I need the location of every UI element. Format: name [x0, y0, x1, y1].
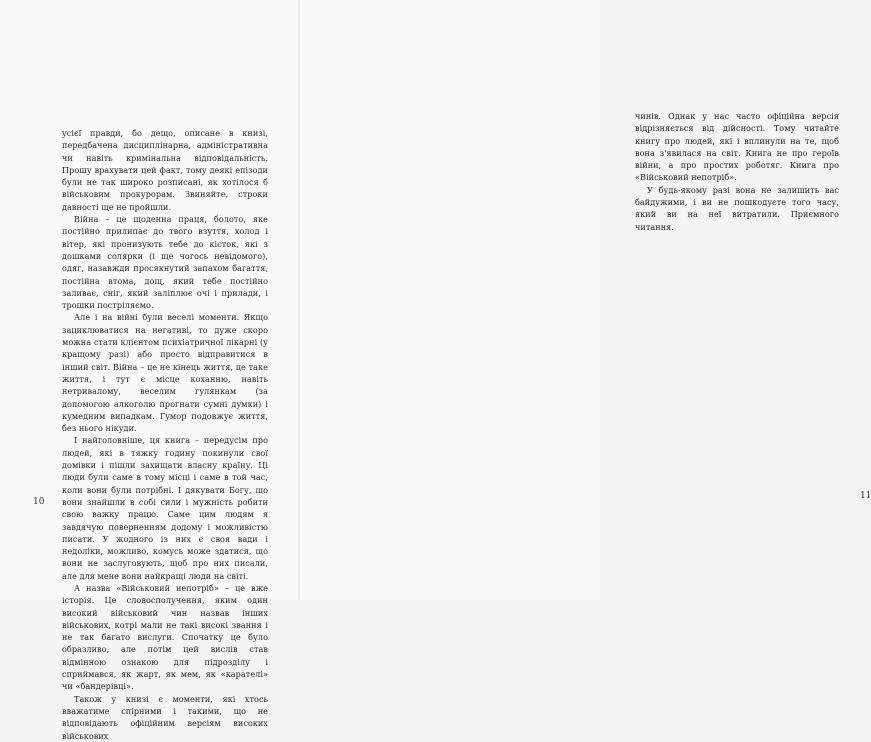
right-page-number: 11	[860, 491, 871, 501]
right-page-text	[635, 110, 839, 233]
right-page	[300, 0, 871, 600]
left-paragraph-4: І найголовніше, ця книга – передусім про людей, які в тяжку годину покинули свої домівки і пішли захищати власну країну. Ці люди були саме в тому місці і саме в той час, коли вони були потрібні. І дякувати Богу, що вони знайшли в собі сили і мужність робити свою важку працю. Саме цим людям я завдячую поверненням додому і можливістю писати. У жодного із них є своя вади і недоліки, можливо, комусь може здатися, що вони не заслуговують, щоб про них писали, але для мене вони найкращі люди на світі.	[62, 435, 268, 581]
left-paragraph-1: усієї правди, бо дещо, описане в книзі, передбачена дисциплінарна, адміністративна чи навіть кримінальна відповідальність. Прошу врахувати цей факт, тому деякі епізоди були не так широко розписані, як хотілося б військовим прокурорам. Звиняйте, строки давності ще не пройшли.	[62, 128, 268, 212]
left-paragraph-5: А назва «Військовий непотріб» – це вже історія. Це словосполучення, яким один високий військовий чин назвав інших військових, котрі мали не такі високі звання і не так багато вислуги. Спочатку це було образливо, але потім цей вислів став відмінною ознакою для підрозділу і сприймався, як жарт, як мем, як «карателі» чи «бандерівці».	[62, 582, 268, 692]
right-paragraph-2: У будь-якому разі вона не залишить вас байдужими, і ви не пошкодуєте того часу, який ви на неї витратили. Приємного читання.	[635, 184, 839, 232]
left-page-number: 10	[33, 497, 45, 507]
right-paragraph-1: чинів. Однак у нас часто офіційна версія відрізняється від дійсності. Тому читайте книгу про людей, які і вплинули на те, щоб вона з'явилася на світ. Книга не про героїв війни, а про простих роботяг. Книга про «Військовий непотріб».	[635, 111, 839, 183]
left-paragraph-3: Але і на війні були веселі моменти. Якщо зациклюватися на негативі, то дуже скоро можна стати клієнтом психіатричної лікарні (у кращому разі) або просто відправитися в інший світ. Війна – це не кінець життя, це таке життя, і тут є місце коханню, навіть нетривалому, веселим гулянкам (за допомогою алкоголю прогнати сумні думки) і кумедним випадкам. Гумор подовжує життя, без нього нікуди.	[62, 312, 268, 434]
left-paragraph-6: Також у книзі є моменти, які хтось вважатиме спірними і такими, що не відповідають офіційним версіям високих військових	[62, 693, 268, 741]
left-page	[0, 0, 300, 741]
left-paragraph-2: Війна – це щоденна праця, болото, яке постійно прилипає до твого взуття, холод і вітер, які пронизують тебе до кісток, які з дошками солярки (і ще чогось невідомого), одяг, назавжди просякнутий запахом багаття, постійна втома, дощ, який тебе постійно заливає, сніг, який заліплює очі і прилади, і трошки постріляємо.	[62, 214, 268, 311]
left-page-text	[62, 127, 268, 742]
